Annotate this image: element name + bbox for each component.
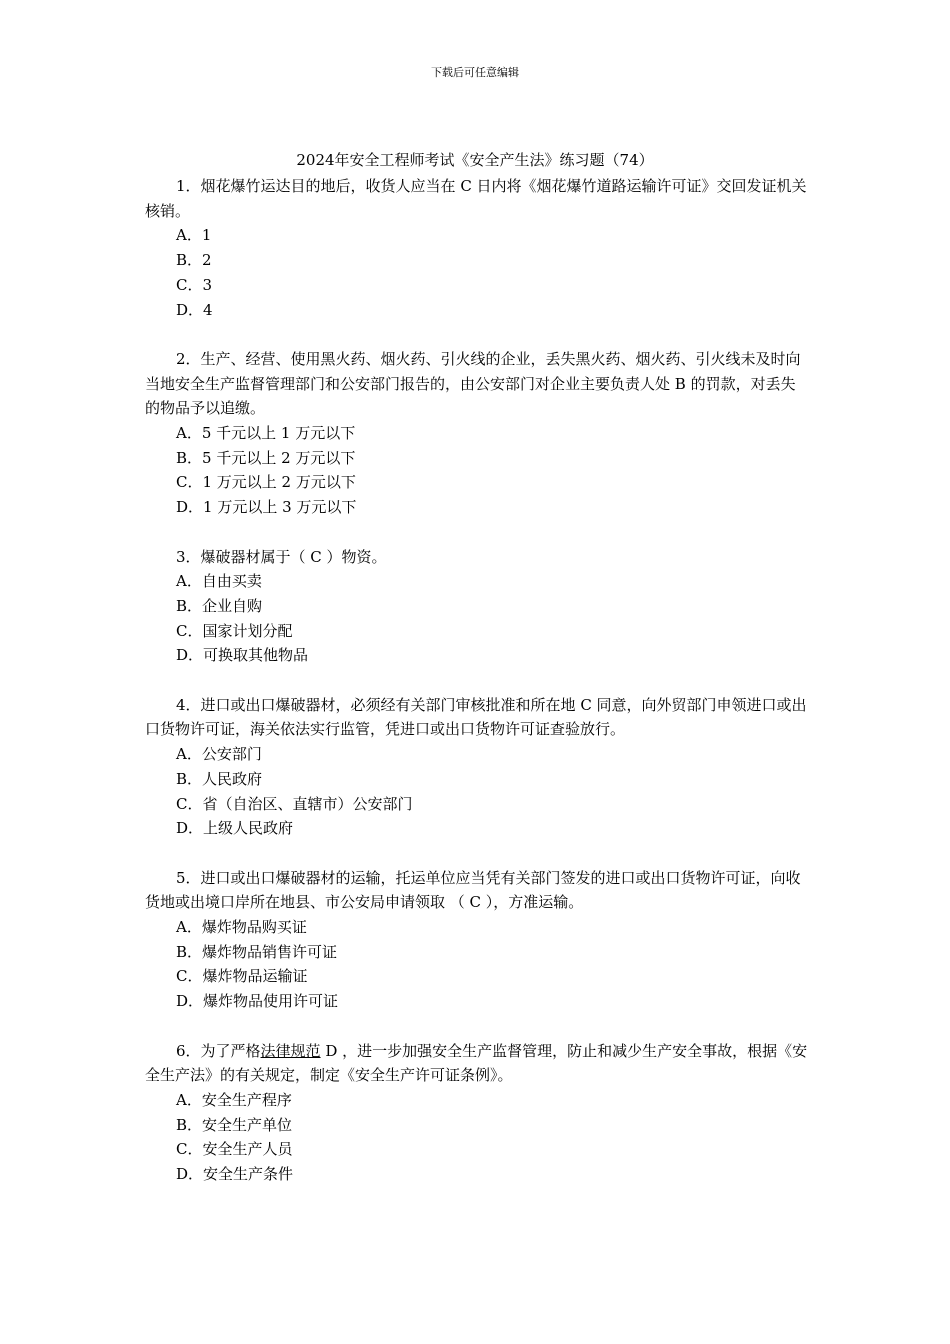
option: D．上级人民政府 — [176, 819, 294, 838]
page-header: 下载后可任意编辑 — [431, 66, 519, 79]
question-4-text: 4．进口或出口爆破器材，必须经有关部门审核批准和所在地 C 同意，向外贸部门申领进口或出口货物许可证，海关依法实行监管，凭进口或出口货物许可证查验放行。 — [145, 695, 807, 739]
question-6-options — [145, 1088, 810, 1187]
option: C．国家计划分配 — [176, 621, 293, 640]
option: C．爆炸物品运输证 — [176, 967, 308, 986]
option: C．省（自治区、直辖市）公安部门 — [176, 794, 413, 813]
question-2-text: 2．生产、经营、使用黑火药、烟火药、引火线的企业，丢失黑火药、烟火药、引火线未及时向当地安全生产监督管理部门和公安部门报告的，由公安部门对企业主要负责人处 B 的罚款，对丢失的物品予以追缴。 — [145, 349, 801, 418]
question-1-text: 1．烟花爆竹运达目的地后，收货人应当在 C 日内将《烟花爆竹道路运输许可证》交回发证机关核销。 — [145, 177, 807, 220]
option: A．安全生产程序 — [176, 1090, 292, 1109]
option: B．2 — [176, 251, 212, 270]
question-5-text: 5．进口或出口爆破器材的运输，托运单位应当凭有关部门签发的进口或出口货物许可证，向收货地或出境口岸所在地县、市公安局申请领取 （ C ），方准运输。 — [145, 868, 801, 912]
option: A．爆炸物品购买证 — [176, 918, 307, 937]
question-3-text: 3．爆破器材属于（ C ）物资。 — [176, 547, 387, 566]
option: B．5 千元以上 2 万元以下 — [176, 448, 356, 467]
option: B．人民政府 — [176, 769, 263, 788]
question-6-text-end: D ，进一步加强安全生产监督管理，防止和减少生产安全事故，根据《安全生产法》的有关规定，制定《安全生产许可证条例》。 — [145, 1041, 808, 1085]
question-list — [145, 174, 810, 1187]
question-4-options — [145, 742, 810, 841]
document-title: 2024年安全工程师考试《安全产生法》练习题（74） — [296, 151, 654, 169]
option: C．1 万元以上 2 万元以下 — [176, 473, 356, 492]
option: B．爆炸物品销售许可证 — [176, 942, 338, 961]
option: D．安全生产条件 — [176, 1165, 294, 1184]
question-5-options — [145, 915, 810, 1014]
question-3-options — [145, 569, 810, 668]
option: A．5 千元以上 1 万元以下 — [176, 424, 356, 443]
question-6-text — [145, 1039, 810, 1088]
option: C．3 — [176, 275, 213, 294]
option: D．可换取其他物品 — [176, 646, 309, 665]
option: D．1 万元以上 3 万元以下 — [176, 498, 357, 517]
option: D．爆炸物品使用许可证 — [176, 992, 339, 1011]
question-6-underlined-text: 法律规范 — [260, 1041, 321, 1060]
option: B．安全生产单位 — [176, 1115, 293, 1134]
question-2-options — [145, 421, 810, 520]
option: B．企业自购 — [176, 596, 263, 615]
option: A．公安部门 — [176, 745, 262, 764]
option: D．4 — [176, 300, 213, 319]
question-6-text-start: 6．为了严格 — [176, 1041, 261, 1060]
option: A．1 — [176, 226, 212, 245]
option: A．自由买卖 — [176, 572, 262, 591]
question-1-options — [145, 223, 810, 322]
option: C．安全生产人员 — [176, 1140, 293, 1159]
